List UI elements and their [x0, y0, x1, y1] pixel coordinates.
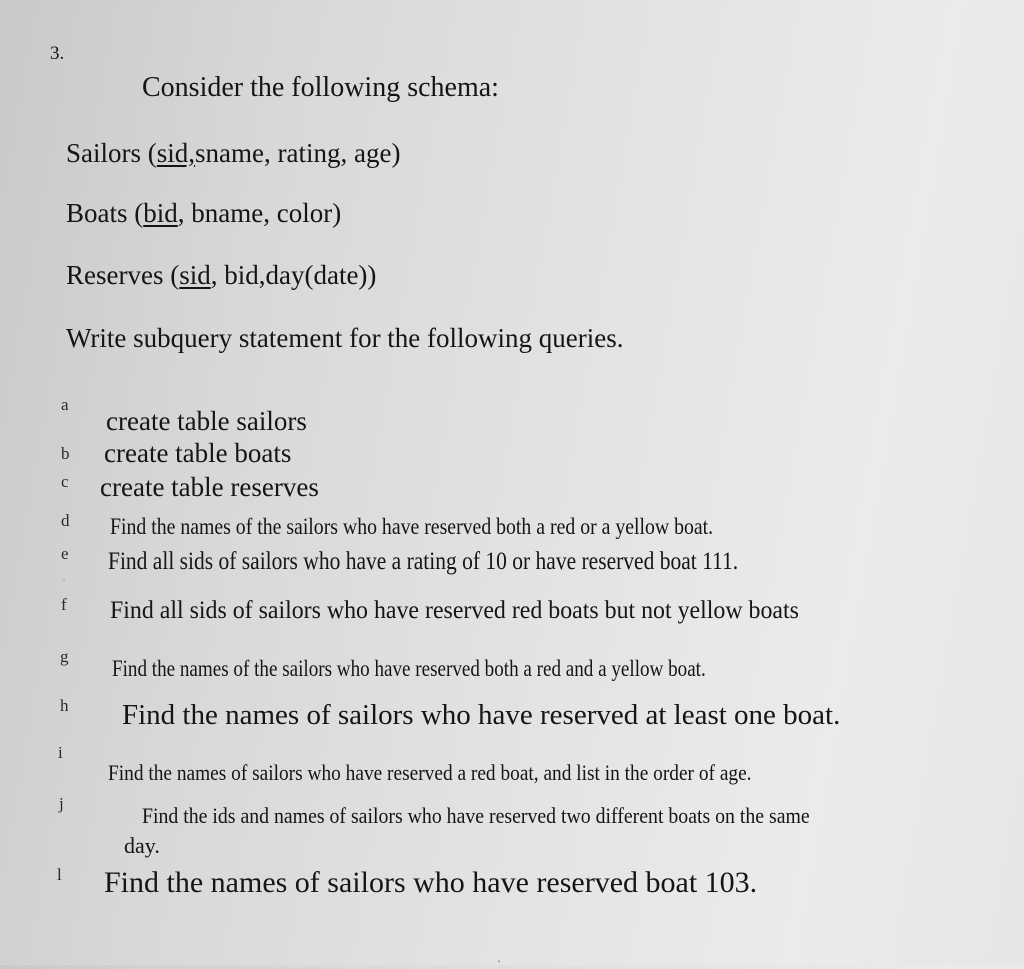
- item-letter-l: l: [57, 865, 62, 884]
- item-letter-j: j: [59, 794, 64, 813]
- item-text-i-inner: Find the names of sailors who have reserved a red boat, and list in the order of age.: [108, 760, 752, 785]
- item-text-h: Find the names of sailors who have reserved at least one boat.: [122, 699, 841, 731]
- item-text-d-inner: Find the names of the sailors who have reserved both a red or a yellow boat.: [110, 514, 714, 539]
- item-text-c: create table reserves: [100, 472, 319, 502]
- item-text-e: [108, 549, 841, 574]
- item-text-f: [110, 598, 831, 623]
- schema-boats-prefix: Boats (: [66, 198, 144, 228]
- item-text-e-inner: Find all sids of sailors who have a rating of 10 or have reserved boat 111.: [108, 548, 739, 575]
- schema-sailors-rest: sname, rating, age): [195, 138, 401, 168]
- schema-sailors-key: sid,: [156, 138, 196, 168]
- item-text-b: create table boats: [104, 438, 292, 468]
- item-letter-h: h: [60, 696, 69, 715]
- page-edge-mark: ·: [497, 954, 501, 968]
- item-letter-a: a: [61, 395, 69, 414]
- schema-reserves-key: sid: [179, 260, 211, 290]
- item-text-l: Find the names of sailors who have reserved boat 103.: [104, 866, 758, 899]
- item-letter-d: d: [61, 511, 70, 530]
- item-text-i: [108, 762, 839, 784]
- schema-boats-rest: , bname, color): [177, 198, 342, 228]
- schema-boats-key: bid: [143, 198, 178, 228]
- item-text-a: create table sailors: [106, 406, 307, 436]
- schema-reserves: [66, 262, 376, 289]
- item-text-j-line2: day.: [124, 833, 160, 858]
- item-letter-f: f: [61, 595, 67, 614]
- schema-sailors-prefix: Sailors (: [66, 138, 157, 168]
- item-text-j-line1: [142, 805, 884, 827]
- schema-sailors: [66, 140, 400, 167]
- item-letter-c: c: [61, 472, 69, 491]
- question-number: 3.: [50, 43, 65, 64]
- intro-heading: Consider the following schema:: [142, 72, 499, 103]
- schema-reserves-rest: , bid,day(date)): [210, 260, 377, 290]
- item-letter-b: b: [61, 444, 70, 463]
- pen-mark: ·: [62, 573, 66, 587]
- item-text-g: [112, 657, 827, 680]
- schema-boats: [66, 200, 341, 227]
- item-text-d: [110, 515, 811, 538]
- item-letter-g: g: [60, 647, 69, 666]
- item-text-g-inner: Find the names of the sailors who have reserved both a red and a yellow boat.: [112, 656, 706, 681]
- schema-reserves-prefix: Reserves (: [66, 260, 180, 290]
- item-text-f-inner: Find all sids of sailors who have reserved red boats but not yellow boats: [110, 597, 799, 624]
- instruction-text: Write subquery statement for the following queries.: [66, 323, 624, 353]
- item-letter-i: i: [58, 743, 63, 762]
- item-letter-e: e: [61, 544, 69, 563]
- item-text-j-line1-inner: Find the ids and names of sailors who have reserved two different boats on the same: [142, 803, 810, 828]
